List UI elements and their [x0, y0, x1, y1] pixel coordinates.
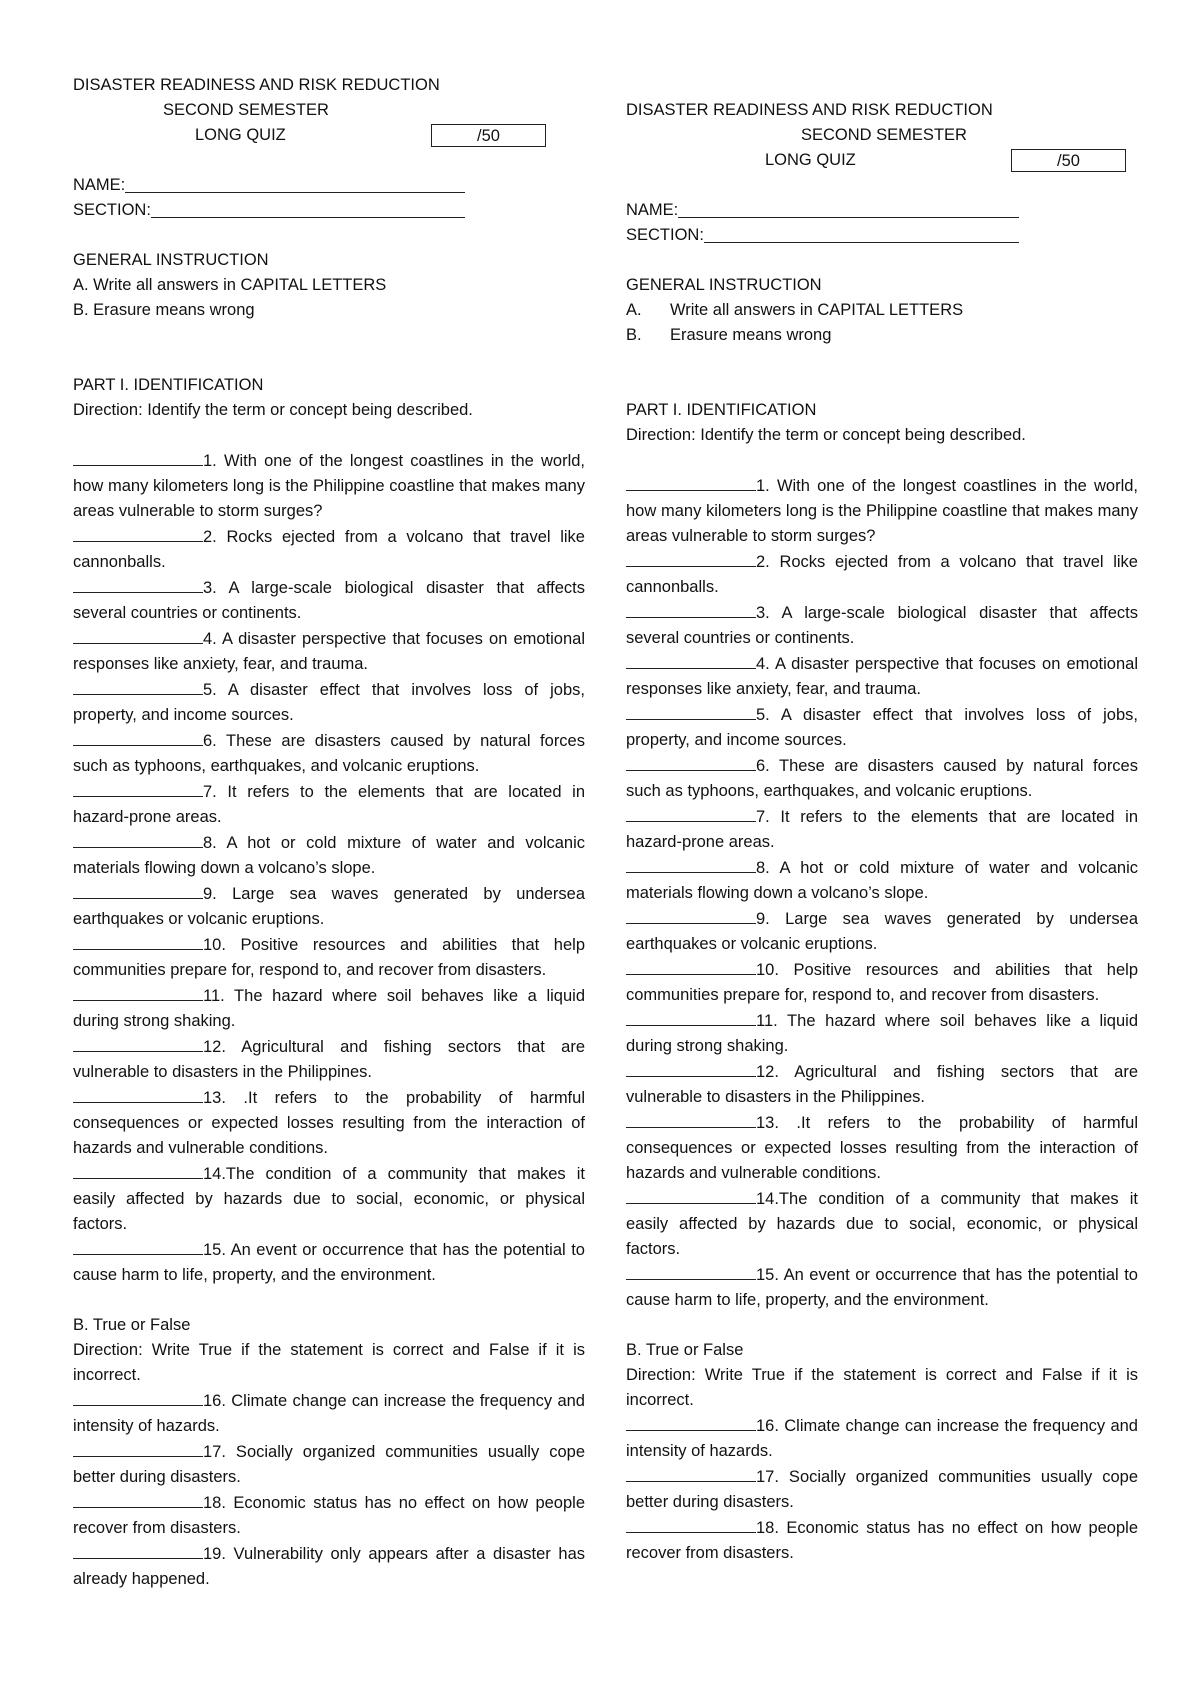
question-item [73, 677, 585, 728]
question-item [73, 830, 585, 881]
answer-blank[interactable] [73, 524, 203, 542]
question-text: 10. Positive resources and abilities that help communities prepare for, respond to, and recover from disasters. [73, 936, 585, 979]
answer-blank[interactable] [73, 448, 203, 466]
question-text: 11. The hazard where soil behaves like a liquid during strong shaking. [626, 1012, 1138, 1055]
question-item [626, 1110, 1138, 1186]
question-text: 7. It refers to the elements that are located in hazard-prone areas. [73, 783, 585, 826]
question-text: 8. A hot or cold mixture of water and volcanic materials flowing down a volcano’s slope. [626, 859, 1138, 902]
answer-blank[interactable] [73, 1161, 203, 1179]
answer-blank[interactable] [73, 1388, 203, 1406]
spacer [626, 173, 1138, 198]
answer-blank[interactable] [73, 1490, 203, 1508]
name-field[interactable] [73, 173, 465, 198]
answer-blank[interactable] [626, 753, 756, 771]
answer-blank[interactable] [626, 804, 756, 822]
question-text: 15. An event or occurrence that has the potential to cause harm to life, property, and the environment. [626, 1266, 1138, 1309]
question-item [626, 753, 1138, 804]
question-text: 6. These are disasters caused by natural forces such as typhoons, earthquakes, and volcanic eruptions. [626, 757, 1138, 800]
quiz-type-label: LONG QUIZ [195, 126, 286, 144]
answer-blank[interactable] [73, 728, 203, 746]
question-item [626, 1059, 1138, 1110]
instruction-a: A. Write all answers in CAPITAL LETTERS [73, 276, 387, 294]
question-text: 2. Rocks ejected from a volcano that travel like cannonballs. [73, 528, 585, 571]
question-item [73, 728, 585, 779]
question-item [626, 1262, 1138, 1313]
part1-direction: Direction: Identify the term or concept being described. [626, 426, 1026, 444]
partb-direction: Direction: Write True if the statement is correct and False if it is incorrect. [73, 1341, 585, 1384]
instruction-b [626, 323, 1138, 348]
question-text: 10. Positive resources and abilities that help communities prepare for, respond to, and recover from disasters. [626, 961, 1138, 1004]
question-text: 1. With one of the longest coastlines in the world, how many kilometers long is the Philippine coastline that makes many areas vulnerable to storm surges? [626, 477, 1138, 545]
question-text: 9. Large sea waves generated by undersea earthquakes or volcanic eruptions. [626, 910, 1138, 953]
question-item [626, 473, 1138, 549]
question-text: 3. A large-scale biological disaster that affects several countries or continents. [626, 604, 1138, 647]
question-text: 5. A disaster effect that involves loss of jobs, property, and income sources. [73, 681, 585, 724]
spacer [73, 223, 585, 248]
spacer [626, 248, 1138, 273]
tf-item [626, 1515, 1138, 1566]
spacer [73, 148, 585, 173]
answer-blank[interactable] [626, 1262, 756, 1280]
header-semester-row [626, 123, 1138, 148]
name-line[interactable] [678, 199, 1019, 218]
quiz-type-label: LONG QUIZ [765, 151, 856, 169]
quiz-title: DISASTER READINESS AND RISK REDUCTION [626, 101, 993, 119]
general-instruction-title: GENERAL INSTRUCTION [73, 251, 269, 269]
section-line[interactable] [151, 199, 465, 218]
spacer [626, 1313, 1138, 1338]
question-item [626, 1008, 1138, 1059]
question-text: 12. Agricultural and fishing sectors that are vulnerable to disasters in the Philippines. [626, 1063, 1138, 1106]
true-false-list [73, 1388, 585, 1592]
answer-blank[interactable] [626, 1186, 756, 1204]
answer-blank[interactable] [73, 1085, 203, 1103]
semester-label: SECOND SEMESTER [801, 126, 967, 144]
question-item [73, 1034, 585, 1085]
spacer [626, 448, 1138, 473]
quiz-title: DISASTER READINESS AND RISK REDUCTION [73, 76, 440, 94]
tf-text: 16. Climate change can increase the frequency and intensity of hazards. [73, 1392, 585, 1435]
name-label: NAME: [73, 176, 126, 194]
answer-blank[interactable] [626, 702, 756, 720]
answer-blank[interactable] [626, 651, 756, 669]
question-text: 1. With one of the longest coastlines in the world, how many kilometers long is the Philippine coastline that makes many areas vulnerable to storm surges? [73, 452, 585, 520]
tf-text: 17. Socially organized communities usually cope better during disasters. [626, 1468, 1138, 1511]
answer-blank[interactable] [73, 779, 203, 797]
tf-text: 18. Economic status has no effect on how people recover from disasters. [626, 1519, 1138, 1562]
header-quiz-row [73, 123, 585, 148]
answer-blank[interactable] [626, 1008, 756, 1026]
question-text: 7. It refers to the elements that are located in hazard-prone areas. [626, 808, 1138, 851]
partb-title: B. True or False [73, 1316, 191, 1334]
question-text: 15. An event or occurrence that has the potential to cause harm to life, property, and the environment. [73, 1241, 585, 1284]
question-text: 13. .It refers to the probability of harmful consequences or expected losses resulting from the interaction of hazards and vulnerable conditions. [73, 1089, 585, 1157]
tf-item [73, 1541, 585, 1592]
question-item [626, 804, 1138, 855]
general-instruction-title: GENERAL INSTRUCTION [626, 276, 822, 294]
answer-blank[interactable] [73, 575, 203, 593]
header-title-row [73, 73, 585, 98]
tf-item [73, 1490, 585, 1541]
question-item [73, 779, 585, 830]
spacer [73, 323, 585, 373]
question-item [626, 855, 1138, 906]
question-text: 12. Agricultural and fishing sectors that are vulnerable to disasters in the Philippines. [73, 1038, 585, 1081]
answer-blank[interactable] [73, 932, 203, 950]
spacer [73, 1288, 585, 1313]
section-field[interactable] [626, 223, 1019, 248]
question-item [73, 448, 585, 524]
answer-blank[interactable] [626, 855, 756, 873]
instruction-a [626, 298, 1138, 323]
part1-title: PART I. IDENTIFICATION [626, 401, 817, 419]
question-item [626, 702, 1138, 753]
answer-blank[interactable] [73, 983, 203, 1001]
instruction-text: Write all answers in CAPITAL LETTERS [670, 301, 964, 319]
answer-blank[interactable] [626, 473, 756, 491]
answer-blank[interactable] [73, 677, 203, 695]
question-item [626, 651, 1138, 702]
question-item [73, 932, 585, 983]
tf-item [626, 1413, 1138, 1464]
part1-title: PART I. IDENTIFICATION [73, 376, 264, 394]
answer-blank[interactable] [626, 549, 756, 567]
question-item [73, 881, 585, 932]
answer-blank[interactable] [73, 1034, 203, 1052]
question-text: 4. A disaster perspective that focuses on emotional responses like anxiety, fear, and trauma. [626, 655, 1138, 698]
section-line[interactable] [704, 224, 1019, 243]
name-label: NAME: [626, 201, 679, 219]
instruction-b: B. Erasure means wrong [73, 301, 255, 319]
answer-blank[interactable] [73, 626, 203, 644]
question-item [626, 1186, 1138, 1262]
semester-label: SECOND SEMESTER [163, 101, 329, 119]
question-item [73, 1085, 585, 1161]
partb-title: B. True or False [626, 1341, 744, 1359]
answer-blank[interactable] [73, 1237, 203, 1255]
question-text: 14.The condition of a community that makes it easily affected by hazards due to social, economic, or physical factors. [73, 1165, 585, 1233]
header-quiz-row [626, 148, 1138, 173]
identification-list [626, 473, 1138, 1313]
partb-direction: Direction: Write True if the statement is correct and False if it is incorrect. [626, 1366, 1138, 1409]
question-text: 11. The hazard where soil behaves like a liquid during strong shaking. [73, 987, 585, 1030]
question-item [626, 549, 1138, 600]
answer-blank[interactable] [73, 830, 203, 848]
spacer [73, 423, 585, 448]
instruction-letter: B. [626, 326, 642, 344]
question-item [73, 983, 585, 1034]
tf-text: 19. Vulnerability only appears after a disaster has already happened. [73, 1545, 585, 1588]
answer-blank[interactable] [626, 600, 756, 618]
question-text: 5. A disaster effect that involves loss of jobs, property, and income sources. [626, 706, 1138, 749]
question-text: 3. A large-scale biological disaster that affects several countries or continents. [73, 579, 585, 622]
answer-blank[interactable] [73, 1541, 203, 1559]
answer-blank[interactable] [73, 881, 203, 899]
tf-item [73, 1388, 585, 1439]
question-item [73, 1161, 585, 1237]
section-field[interactable] [73, 198, 465, 223]
tf-text: 17. Socially organized communities usually cope better during disasters. [73, 1443, 585, 1486]
question-item [626, 957, 1138, 1008]
score-box: /50 [1011, 149, 1126, 172]
question-item [626, 906, 1138, 957]
section-label: SECTION: [626, 226, 704, 244]
question-item [73, 1237, 585, 1288]
question-item [73, 575, 585, 626]
true-false-list [626, 1413, 1138, 1566]
question-item [73, 626, 585, 677]
question-text: 8. A hot or cold mixture of water and volcanic materials flowing down a volcano’s slope. [73, 834, 585, 877]
answer-blank[interactable] [73, 1439, 203, 1457]
answer-blank[interactable] [626, 1059, 756, 1077]
question-text: 2. Rocks ejected from a volcano that travel like cannonballs. [626, 553, 1138, 596]
instruction-letter: A. [626, 301, 642, 319]
tf-item [626, 1464, 1138, 1515]
identification-list [73, 448, 585, 1288]
question-item [73, 524, 585, 575]
part1-direction: Direction: Identify the term or concept being described. [73, 401, 473, 419]
tf-text: 16. Climate change can increase the frequency and intensity of hazards. [626, 1417, 1138, 1460]
answer-blank[interactable] [626, 957, 756, 975]
instruction-text: Erasure means wrong [670, 326, 832, 344]
answer-blank[interactable] [626, 1110, 756, 1128]
score-box: /50 [431, 124, 546, 147]
question-text: 14.The condition of a community that makes it easily affected by hazards due to social, economic, or physical factors. [626, 1190, 1138, 1258]
tf-text: 18. Economic status has no effect on how people recover from disasters. [73, 1494, 585, 1537]
quiz-copy-left [73, 73, 585, 1592]
tf-item [73, 1439, 585, 1490]
answer-blank[interactable] [626, 1464, 756, 1482]
question-text: 6. These are disasters caused by natural forces such as typhoons, earthquakes, and volcanic eruptions. [73, 732, 585, 775]
section-label: SECTION: [73, 201, 151, 219]
header-title-row [626, 98, 1138, 123]
spacer [626, 348, 1138, 398]
header-semester-row [73, 98, 585, 123]
answer-blank[interactable] [626, 1413, 756, 1431]
answer-blank[interactable] [626, 906, 756, 924]
name-line[interactable] [125, 174, 465, 193]
name-field[interactable] [626, 198, 1019, 223]
question-text: 9. Large sea waves generated by undersea earthquakes or volcanic eruptions. [73, 885, 585, 928]
answer-blank[interactable] [626, 1515, 756, 1533]
quiz-copy-right [626, 98, 1138, 1566]
question-item [626, 600, 1138, 651]
question-text: 13. .It refers to the probability of harmful consequences or expected losses resulting from the interaction of hazards and vulnerable conditions. [626, 1114, 1138, 1182]
question-text: 4. A disaster perspective that focuses on emotional responses like anxiety, fear, and trauma. [73, 630, 585, 673]
